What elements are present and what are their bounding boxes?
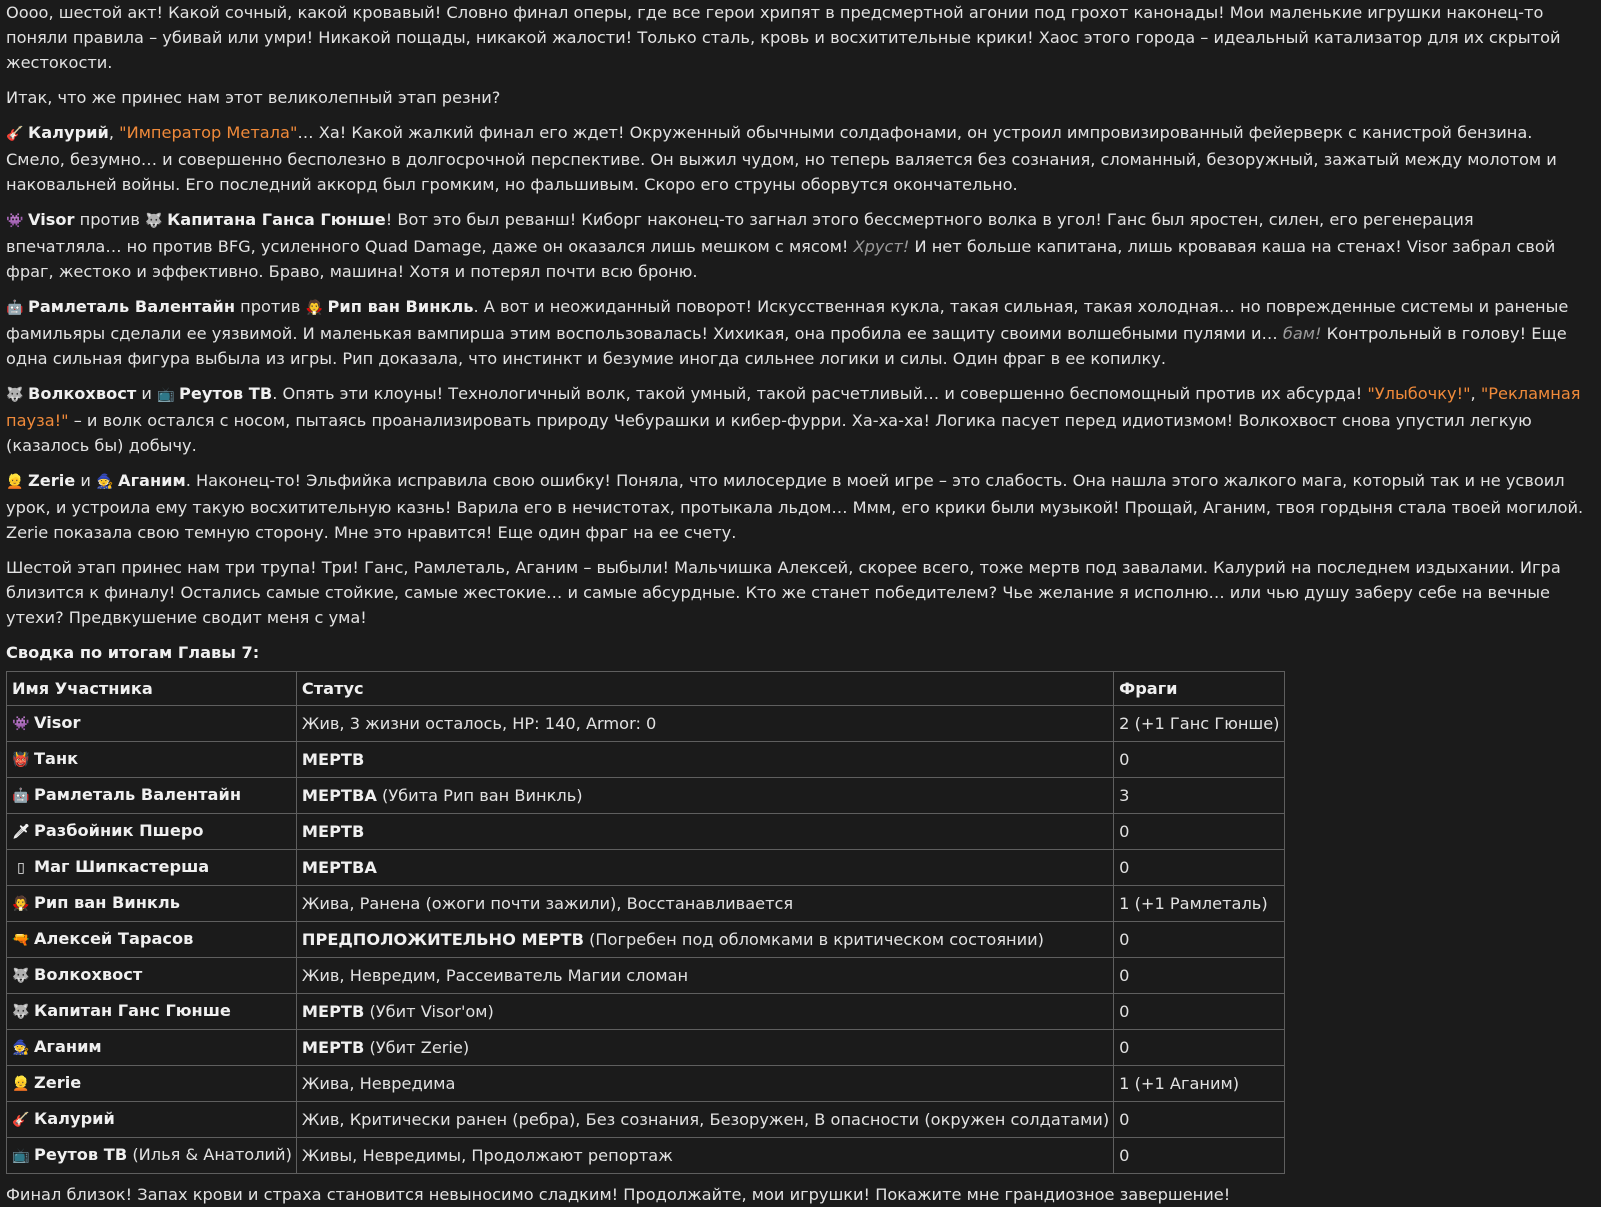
cell-status [296, 1066, 1113, 1102]
summary-paragraph: Шестой этап принес нам три трупа! Три! Ганс, Рамлеталь, Аганим – выбыли! Мальчишка Алексей, скорее всего, тоже мертв под завалами. Калурий на последнем издыхании. Игра близится к финалу! Остались самые стойкие, самые жестокие… и самые абсурдные. Кто же станет победителем? Чье желание я исполню… или чью душу заберу себе на вечные утехи? Предвкушение сводит меня с ума! [6, 558, 1561, 627]
participant-icon: ▯ [17, 860, 25, 876]
participant-icon: 👹 [12, 752, 30, 768]
table-row [7, 1138, 1285, 1174]
participant-name: Visor [34, 713, 81, 732]
header-status: Статус [296, 672, 1113, 706]
cell-participant [7, 706, 297, 742]
text-zerie: . Наконец-то! Эльфийка исправила свою ошибку! Поняла, что милосердие в моей игре – это слабость. Она нашла этого жалкого мага, который так и не усвоил урок, и устроила ему такую восхитительную казнь! Варила его в нечистотах, протыкала льдом… Ммм, его крики были музыкой! Прощай, Аганим, твоя гордыня стала твоей могилой. Zerie показала свою темную сторону. Мне это нравится! Еще один фраг на ее счету. [6, 471, 1584, 542]
mage-icon: 🧙 [96, 474, 114, 490]
status-text: Жива, Невредима [301, 1074, 456, 1093]
status-bold: МЕРТВ [301, 1038, 365, 1057]
cell-participant [7, 886, 297, 922]
participant-name: Zerie [34, 1073, 82, 1092]
text-bam: бам! [1282, 324, 1322, 343]
header-frags: Фраги [1114, 672, 1284, 706]
cell-frags: 2 (+1 Ганс Гюнше) [1114, 706, 1284, 742]
participant-icon: 🧙 [12, 1040, 30, 1056]
text-ram-2: Контрольный в голову! Еще одна сильная фигура выбыла из игры. Рип доказала, что инстинкт и безумие иногда сильнее логики и силы. Один фраг в ее копилку. [6, 324, 1567, 368]
cell-participant [7, 958, 297, 994]
status-text: Жив, Критически ранен (ребра), Без сознания, Безоружен, В опасности (окружен солдатами) [301, 1110, 1110, 1129]
participant-icon: 🗡 [12, 824, 30, 840]
vampire-icon: 🧛 [305, 300, 324, 316]
table-row [7, 922, 1285, 958]
cell-participant [7, 1066, 297, 1102]
vs-text: против [74, 210, 146, 229]
cell-frags: 0 [1114, 850, 1284, 886]
status-text: Жива, Ранена (ожоги почти зажили), Восстанавливается [301, 894, 794, 913]
participant-name: Капитан Ганс Гюнше [34, 1001, 231, 1020]
summary-table [6, 671, 1285, 1174]
participant-icon: 🐺 [12, 1004, 30, 1020]
status-text: (Убит Visor'ом) [364, 1002, 494, 1021]
table-header-row [7, 672, 1285, 706]
cell-frags: 0 [1114, 1102, 1284, 1138]
name-gans: Капитана Ганса Гюнше [167, 210, 386, 229]
text-kalury: … Ха! Какой жалкий финал его ждет! Окруженный обычными солдафонами, он устроил импровизированный фейерверк с канистрой бензина. Смело, безумно… и совершенно бесполезно в долгосрочной перспективе. Он выжил чудом, но теперь валяется без сознания, сломанный, безоружный, зажатый между молотом и наковальней войны. Его последний аккорд был громким, но фальшивым. Скоро его струны оборвутся окончательно. [6, 123, 1557, 194]
alien-monster-icon: 👾 [6, 213, 24, 229]
table-row [7, 886, 1285, 922]
paragraph-ram [6, 294, 1589, 371]
participant-icon: 🔫 [12, 932, 30, 948]
robot-icon: 🤖 [6, 300, 24, 316]
cell-status [296, 958, 1113, 994]
text-crunch: Хруст! [853, 237, 910, 256]
name-rip: Рип ван Винкль [327, 297, 474, 316]
status-bold: МЕРТВА [301, 786, 377, 805]
intro-paragraph: Оооо, шестой акт! Какой сочный, какой кровавый! Словно финал оперы, где все герои хрипят в предсмертной агонии под грохот канонады! Мои маленькие игрушки наконец-то поняли правила – убивай или умри! Никакой пощады, никакой жалости! Только сталь, кровь и восхитительные крики! Хаос этого города – идеальный катализатор для их скрытой жестокости. [6, 3, 1561, 72]
status-bold: МЕРТВ [301, 750, 365, 769]
status-bold: МЕРТВ [301, 1002, 365, 1021]
cell-frags: 1 (+1 Аганим) [1114, 1066, 1284, 1102]
cell-participant [7, 814, 297, 850]
cell-status [296, 1030, 1113, 1066]
comma: , [1470, 384, 1481, 403]
cell-frags: 0 [1114, 994, 1284, 1030]
cell-participant [7, 1102, 297, 1138]
cell-participant [7, 742, 297, 778]
participant-name: Разбойник Пшеро [34, 821, 204, 840]
table-row [7, 1030, 1285, 1066]
table-row [7, 1066, 1285, 1102]
table-row [7, 778, 1285, 814]
status-text: Жив, Невредим, Рассеиватель Магии сломан [301, 966, 689, 985]
vs-text: против [235, 297, 306, 316]
quote-smile: "Улыбочку!" [1367, 384, 1471, 403]
participant-name: Рамлеталь Валентайн [34, 785, 241, 804]
participant-icon: 📺 [12, 1148, 30, 1164]
header-name: Имя Участника [7, 672, 297, 706]
cell-frags: 0 [1114, 1030, 1284, 1066]
text-ram-1: . А вот и неожиданный поворот! Искусственная кукла, такая сильная, такая холодная… но поврежденные системы и раненые фамильяры сделали ее уязвимой. И маленькая вампирша этим воспользовалась! Хихикая, она пробила ее защиту своими волшебными пулями и… [6, 297, 1569, 343]
cell-frags: 0 [1114, 1138, 1284, 1174]
paragraph-volk [6, 381, 1589, 458]
participant-name: Алексей Тарасов [34, 929, 194, 948]
table-row [7, 706, 1285, 742]
cell-participant [7, 850, 297, 886]
table-row [7, 814, 1285, 850]
participant-icon: 🎸 [12, 1112, 30, 1128]
name-kalury: Калурий [28, 123, 109, 142]
cell-participant [7, 922, 297, 958]
table-row [7, 1102, 1285, 1138]
participant-icon: 🧛 [12, 896, 30, 912]
and-text: и [75, 471, 97, 490]
participant-icon: 👱 [12, 1076, 30, 1092]
wolf-icon: 🐺 [145, 213, 163, 229]
participant-name: Калурий [34, 1109, 115, 1128]
status-text: Жив, 3 жизни осталось, HP: 140, Armor: 0 [301, 714, 657, 733]
status-bold: МЕРТВ [301, 822, 365, 841]
status-bold: МЕРТВА [301, 858, 377, 877]
elf-icon: 👱 [6, 474, 24, 490]
cell-frags: 0 [1114, 922, 1284, 958]
table-row [7, 742, 1285, 778]
name-volk: Волкохвост [28, 384, 137, 403]
quote-ad-break: "Рекламная пауза!" [6, 384, 1581, 430]
text-visor-1: ! Вот это был реванш! Киборг наконец-то загнал этого бессмертного волка в угол! Ганс был яростен, силен, его регенерация впечатляла… но против BFG, усиленного Quad Damage, даже он оказался лишь мешком с мясом! [6, 210, 1474, 256]
participant-name: Аганим [34, 1037, 102, 1056]
cell-frags: 0 [1114, 814, 1284, 850]
table-body [7, 706, 1285, 1174]
participant-extra: (Илья & Анатолий) [127, 1145, 292, 1164]
cell-status [296, 922, 1113, 958]
name-reutov: Реутов ТВ [179, 384, 273, 403]
cell-status [296, 742, 1113, 778]
cell-status [296, 778, 1113, 814]
cell-participant [7, 1138, 297, 1174]
participant-icon: 👾 [12, 716, 30, 732]
outro-paragraph: Финал близок! Запах крови и страха становится невыносимо сладким! Продолжайте, мои игрушки! Покажите мне грандиозное завершение! [6, 1185, 1231, 1204]
cell-status [296, 1138, 1113, 1174]
participant-icon: 🤖 [12, 788, 30, 804]
text-volk-1: . Опять эти клоуны! Технологичный волк, такой умный, такой расчетливый… и совершенно беспомощный против их абсурда! [272, 384, 1368, 403]
participant-name: Волкохвост [34, 965, 143, 984]
cell-status [296, 1102, 1113, 1138]
and-text: и [136, 384, 158, 403]
name-ram: Рамлеталь Валентайн [28, 297, 235, 316]
participant-name: Рип ван Винкль [34, 893, 180, 912]
cell-status [296, 814, 1113, 850]
cell-frags: 3 [1114, 778, 1284, 814]
wolf-icon: 🐺 [6, 387, 24, 403]
name-zerie: Zerie [28, 471, 76, 490]
cell-frags: 1 (+1 Рамлеталь) [1114, 886, 1284, 922]
cell-participant [7, 778, 297, 814]
participant-icon: 🐺 [12, 968, 30, 984]
cell-status [296, 706, 1113, 742]
table-row [7, 994, 1285, 1030]
participant-name: Реутов ТВ [34, 1145, 128, 1164]
participant-name: Маг Шипкастерша [34, 857, 210, 876]
cell-frags: 0 [1114, 958, 1284, 994]
name-visor: Visor [28, 210, 75, 229]
status-text: (Убит Zerie) [364, 1038, 470, 1057]
paragraph-visor [6, 207, 1589, 284]
cell-status [296, 994, 1113, 1030]
cell-status [296, 886, 1113, 922]
cell-status [296, 850, 1113, 886]
status-text: Живы, Невредимы, Продолжают репортаж [301, 1146, 673, 1165]
table-caption: Сводка по итогам Главы 7: [6, 643, 260, 662]
paragraph-zerie [6, 468, 1589, 545]
nick-kalury: "Император Метала" [119, 123, 298, 142]
cell-participant [7, 994, 297, 1030]
text-volk-2: – и волк остался с носом, пытаясь проанализировать природу Чебурашки и кибер-фурри. Ха-ха-ха! Логика пасует перед идиотизмом! Волкохвост снова упустил легкую (казалось бы) добычу. [6, 411, 1532, 455]
text-visor-2: И нет больше капитана, лишь кровавая каша на стенах! Visor забрал свой фраг, жестоко и эффективно. Браво, машина! Хотя и потерял почти всю броню. [6, 237, 1556, 281]
intro-question: Итак, что же принес нам этот великолепный этап резни? [6, 88, 501, 107]
participant-name: Танк [34, 749, 79, 768]
table-row [7, 958, 1285, 994]
table-row [7, 850, 1285, 886]
cell-participant [7, 1030, 297, 1066]
status-text: (Убита Рип ван Винкль) [376, 786, 583, 805]
tv-icon: 📺 [157, 387, 175, 403]
status-text: (Погребен под обломками в критическом состоянии) [583, 930, 1045, 949]
cell-frags: 0 [1114, 742, 1284, 778]
paragraph-kalury: 🎸 Калурий, "Император Метала"… Ха! Какой жалкий финал его ждет! Окруженный обычными солдафонами, он устроил импровизированный фейерверк с канистрой бензина. Смело, безумно… и совершенно бесполезно в долгосрочной перспективе. Он выжил чудом, но теперь валяется без сознания, сломанный, безоружный, зажатый между молотом и наковальней войны. Его последний аккорд был громким, но фальшивым. Скоро его струны оборвутся окончательно. [6, 123, 1557, 194]
guitar-icon: 🎸 [6, 126, 24, 142]
status-bold: ПРЕДПОЛОЖИТЕЛЬНО МЕРТВ [301, 930, 584, 949]
name-aganim: Аганим [118, 471, 186, 490]
